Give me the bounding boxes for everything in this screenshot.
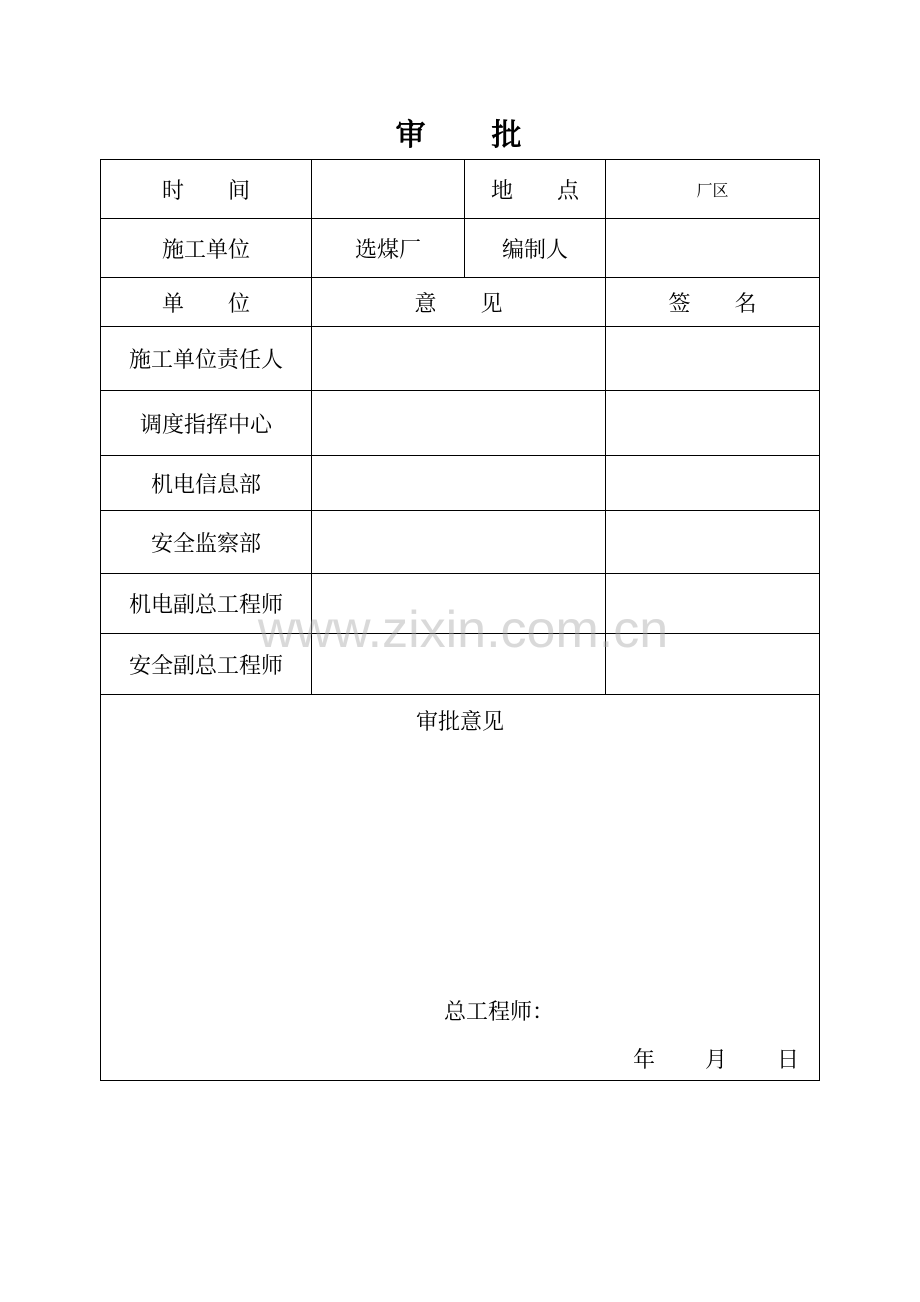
row-opinion-field[interactable] xyxy=(312,574,606,634)
row-opinion-field[interactable] xyxy=(312,391,606,456)
column-header-opinion: 意 见 xyxy=(312,278,606,327)
row-signature-field[interactable] xyxy=(606,327,820,391)
row-unit-label: 机电信息部 xyxy=(101,456,312,511)
date-line xyxy=(633,1043,799,1074)
header-row-time xyxy=(101,160,820,219)
chief-engineer-label: 总工程师： xyxy=(444,1000,555,1025)
row-signature-field[interactable] xyxy=(606,511,820,574)
column-header-signature: 签 名 xyxy=(606,278,820,327)
construction-unit-label: 施工单位 xyxy=(101,219,312,278)
row-unit-label: 机电副总工程师 xyxy=(101,574,312,634)
row-unit-label: 调度指挥中心 xyxy=(101,391,312,456)
table-row xyxy=(101,511,820,574)
watermark: www.zixin.com.cn xyxy=(257,601,669,659)
row-signature-field[interactable] xyxy=(606,574,820,634)
approval-opinion-title: 审批意见 xyxy=(415,710,504,735)
day-label: 日 xyxy=(776,1048,799,1073)
table-row xyxy=(101,574,820,634)
author-label: 编制人 xyxy=(465,219,606,278)
time-value[interactable] xyxy=(312,160,465,219)
author-value[interactable] xyxy=(606,219,820,278)
table-row xyxy=(101,456,820,511)
row-signature-field[interactable] xyxy=(606,456,820,511)
page-title: 审 批 xyxy=(395,118,524,153)
approval-form-table xyxy=(100,159,820,1081)
row-signature-field[interactable] xyxy=(606,634,820,695)
column-header-row xyxy=(101,278,820,327)
column-header-unit: 单 位 xyxy=(101,278,312,327)
time-label: 时 间 xyxy=(101,160,312,219)
row-signature-field[interactable] xyxy=(606,391,820,456)
row-opinion-field[interactable] xyxy=(312,634,606,695)
header-row-unit xyxy=(101,219,820,278)
approval-opinion-row xyxy=(101,695,820,1081)
row-unit-label: 施工单位责任人 xyxy=(101,327,312,391)
construction-unit-value[interactable]: 选煤厂 xyxy=(312,219,465,278)
row-opinion-field[interactable] xyxy=(312,327,606,391)
row-opinion-field[interactable] xyxy=(312,511,606,574)
month-label: 月 xyxy=(704,1048,727,1073)
row-opinion-field[interactable] xyxy=(312,456,606,511)
row-unit-label: 安全副总工程师 xyxy=(101,634,312,695)
table-row xyxy=(101,327,820,391)
row-unit-label: 安全监察部 xyxy=(101,511,312,574)
table-row xyxy=(101,634,820,695)
table-row xyxy=(101,391,820,456)
year-label: 年 xyxy=(632,1048,655,1073)
location-label: 地 点 xyxy=(465,160,606,219)
location-value[interactable]: 厂区 xyxy=(606,160,820,219)
approval-opinion-area[interactable] xyxy=(101,695,820,1081)
